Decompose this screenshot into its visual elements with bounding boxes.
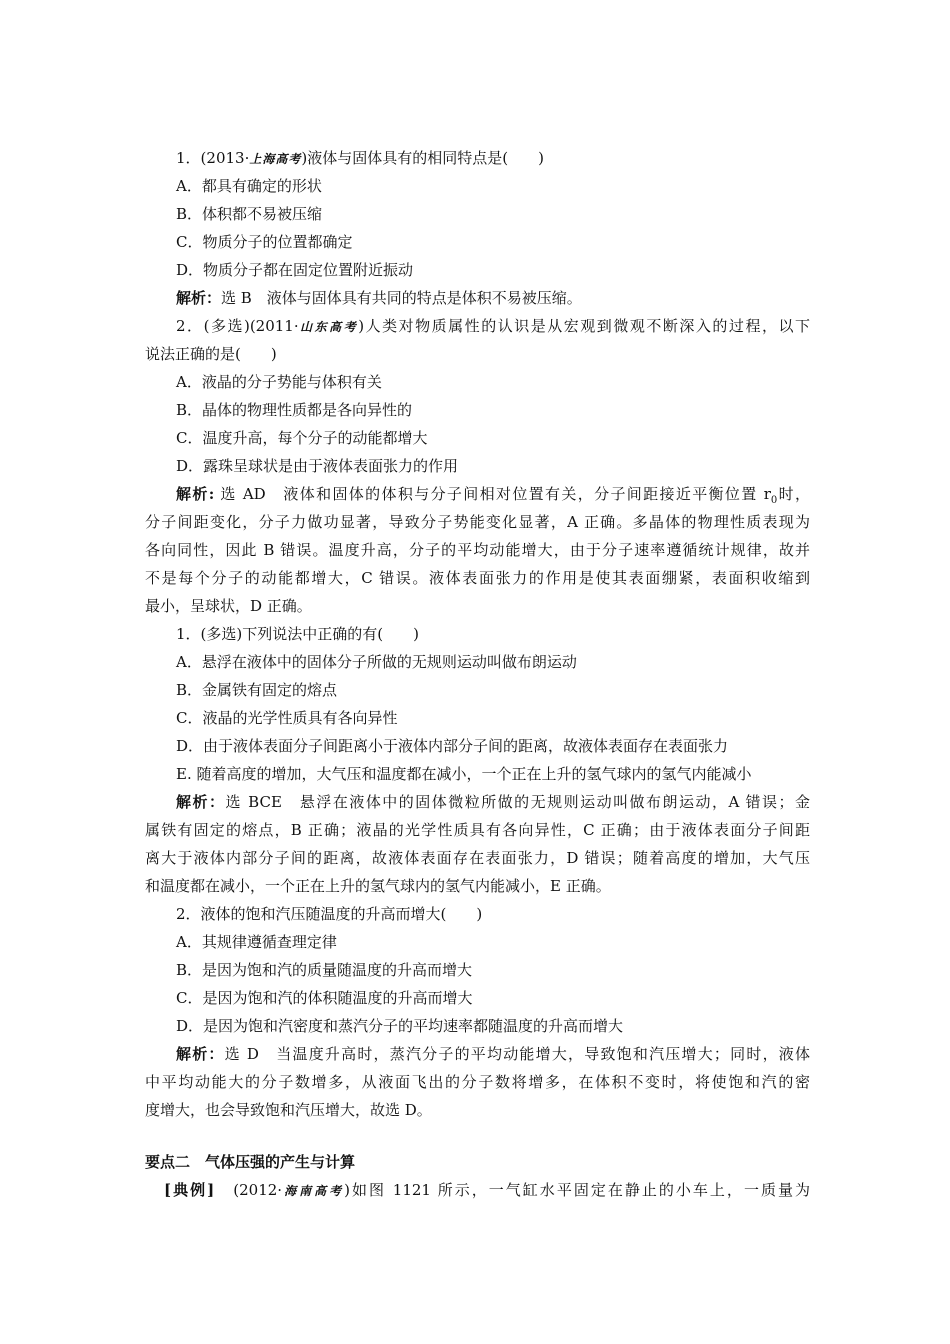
q3-option-a: A．悬浮在液体中的固体分子所做的无规则运动叫做布朗运动 bbox=[176, 653, 577, 671]
q3-analysis-line2: 属铁有固定的熔点，B 正确；液晶的光学性质具有各向异性，C 正确；由于液体表面分子间距 bbox=[145, 821, 810, 839]
example-line bbox=[164, 1180, 810, 1201]
r0-subscript: 0 bbox=[770, 495, 778, 506]
q4-option-d: D．是因为饱和汽密度和蒸汽分子的平均速率都随温度的升高而增大 bbox=[176, 1017, 624, 1035]
q1-option-d: D．物质分子都在固定位置附近振动 bbox=[176, 261, 414, 279]
q2-analysis-line1 bbox=[176, 484, 810, 511]
q3-analysis-text: 选 BCE 悬浮在液体中的固体微粒所做的无规则运动叫做布朗运动，A 错误；金 bbox=[225, 793, 810, 811]
q3-option-d: D．由于液体表面分子间距离小于液体内部分子间的距离，故液体表面存在表面张力 bbox=[176, 737, 729, 755]
q1-analysis-label: 解析： bbox=[176, 289, 222, 307]
q2-analysis-line4: 不是每个分子的动能都增大，C 错误。液体表面张力的作用是使其表面绷紧，表面积收缩到 bbox=[145, 569, 810, 587]
q4-analysis-line2: 中平均动能大的分子数增多，从液面飞出的分子数将增多，在体积不变时，将使饱和汽的密 bbox=[145, 1073, 810, 1091]
q4-analysis-label: 解析： bbox=[176, 1045, 225, 1063]
q4-option-a: A．其规律遵循查理定律 bbox=[176, 933, 337, 951]
q2-analysis-line2: 分子间距变化，分子力做功显著，导致分子势能变化显著，A 正确。多晶体的物理性质表现为 bbox=[145, 513, 810, 531]
q1-option-b: B．体积都不易被压缩 bbox=[176, 205, 323, 223]
q1-number: 1．(2013· bbox=[176, 149, 250, 167]
q4-option-b: B．是因为饱和汽的质量随温度的升高而增大 bbox=[176, 961, 473, 979]
section-title: 要点二 气体压强的产生与计算 bbox=[145, 1153, 356, 1171]
q3-stem: 1．(多选)下列说法中正确的有( ) bbox=[176, 625, 419, 643]
q4-analysis-text: 选 D 当温度升高时，蒸汽分子的平均动能增大，导致饱和汽压增大；同时，液体 bbox=[224, 1045, 810, 1063]
q3-option-b: B．金属铁有固定的熔点 bbox=[176, 681, 338, 699]
q2-option-d: D．露珠呈球状是由于液体表面张力的作用 bbox=[176, 457, 459, 475]
q4-option-c: C．是因为饱和汽的体积随温度的升高而增大 bbox=[176, 989, 473, 1007]
q1-option-c: C．物质分子的位置都确定 bbox=[176, 233, 353, 251]
q2-analysis-line5: 最小，呈球状，D 正确。 bbox=[145, 597, 312, 615]
q2-stem-line1 bbox=[176, 316, 810, 337]
q2-analysis-label: 解析: bbox=[176, 485, 215, 503]
q3-option-e: E. 随着高度的增加，大气压和温度都在减小，一个正在上升的氢气球内的氢气内能减小 bbox=[176, 765, 752, 783]
q4-stem: 2．液体的饱和汽压随温度的升高而增大( ) bbox=[176, 905, 483, 923]
q2-option-a: A．液晶的分子势能与体积有关 bbox=[176, 373, 382, 391]
q3-option-c: C．液晶的光学性质具有各向异性 bbox=[176, 709, 398, 727]
q2-option-c: C．温度升高，每个分子的动能都增大 bbox=[176, 429, 428, 447]
q2-option-b: B．晶体的物理性质都是各向异性的 bbox=[176, 401, 413, 419]
q1-option-a: A．都具有确定的形状 bbox=[176, 177, 322, 195]
q3-analysis-label: 解析： bbox=[176, 793, 226, 811]
q4-analysis-line1 bbox=[176, 1044, 810, 1064]
q3-analysis-line3: 离大于液体内部分子间的距离，故液体表面存在表面张力，D 错误；随着高度的增加，大气压 bbox=[145, 849, 810, 867]
q1-analysis bbox=[176, 288, 810, 308]
q2-analysis-text-end: 时， bbox=[777, 485, 810, 503]
q2-analysis-line3: 各向同性，因此 B 错误。温度升高，分子的平均动能增大，由于分子速率遵循统计规律，故并 bbox=[145, 541, 810, 559]
q2-source: 山东高考 bbox=[298, 320, 359, 334]
q4-analysis-line3: 度增大，也会导致饱和汽压增大，故选 D。 bbox=[145, 1101, 432, 1119]
example-label: [典例] bbox=[164, 1181, 215, 1199]
example-source: 海南高考 bbox=[282, 1184, 345, 1198]
q1-stem bbox=[176, 148, 810, 169]
q1-stem-text: )液体与固体具有的相同特点是( ) bbox=[301, 149, 544, 167]
q3-analysis-line4: 和温度都在减小，一个正在上升的氢气球内的氢气内能减小，E 正确。 bbox=[145, 877, 611, 895]
q2-number: 2．(多选)(2011· bbox=[176, 317, 299, 335]
q1-analysis-text: 选 B 液体与固体具有共同的特点是体积不易被压缩。 bbox=[221, 289, 582, 307]
q2-analysis-text: 选 AD 液体和固体的体积与分子间相对位置有关，分子间距接近平衡位置 r bbox=[214, 485, 771, 503]
q1-source: 上海高考 bbox=[249, 152, 302, 166]
q3-analysis-line1 bbox=[176, 792, 810, 812]
example-prefix: (2012· bbox=[214, 1181, 283, 1199]
q2-stem-line2: 说法正确的是( ) bbox=[145, 345, 277, 363]
q2-stem-text: )人类对物质属性的认识是从宏观到微观不断深入的过程，以下 bbox=[358, 317, 810, 335]
example-text: )如图 1121 所示，一气缸水平固定在静止的小车上，一质量为 bbox=[344, 1181, 810, 1199]
